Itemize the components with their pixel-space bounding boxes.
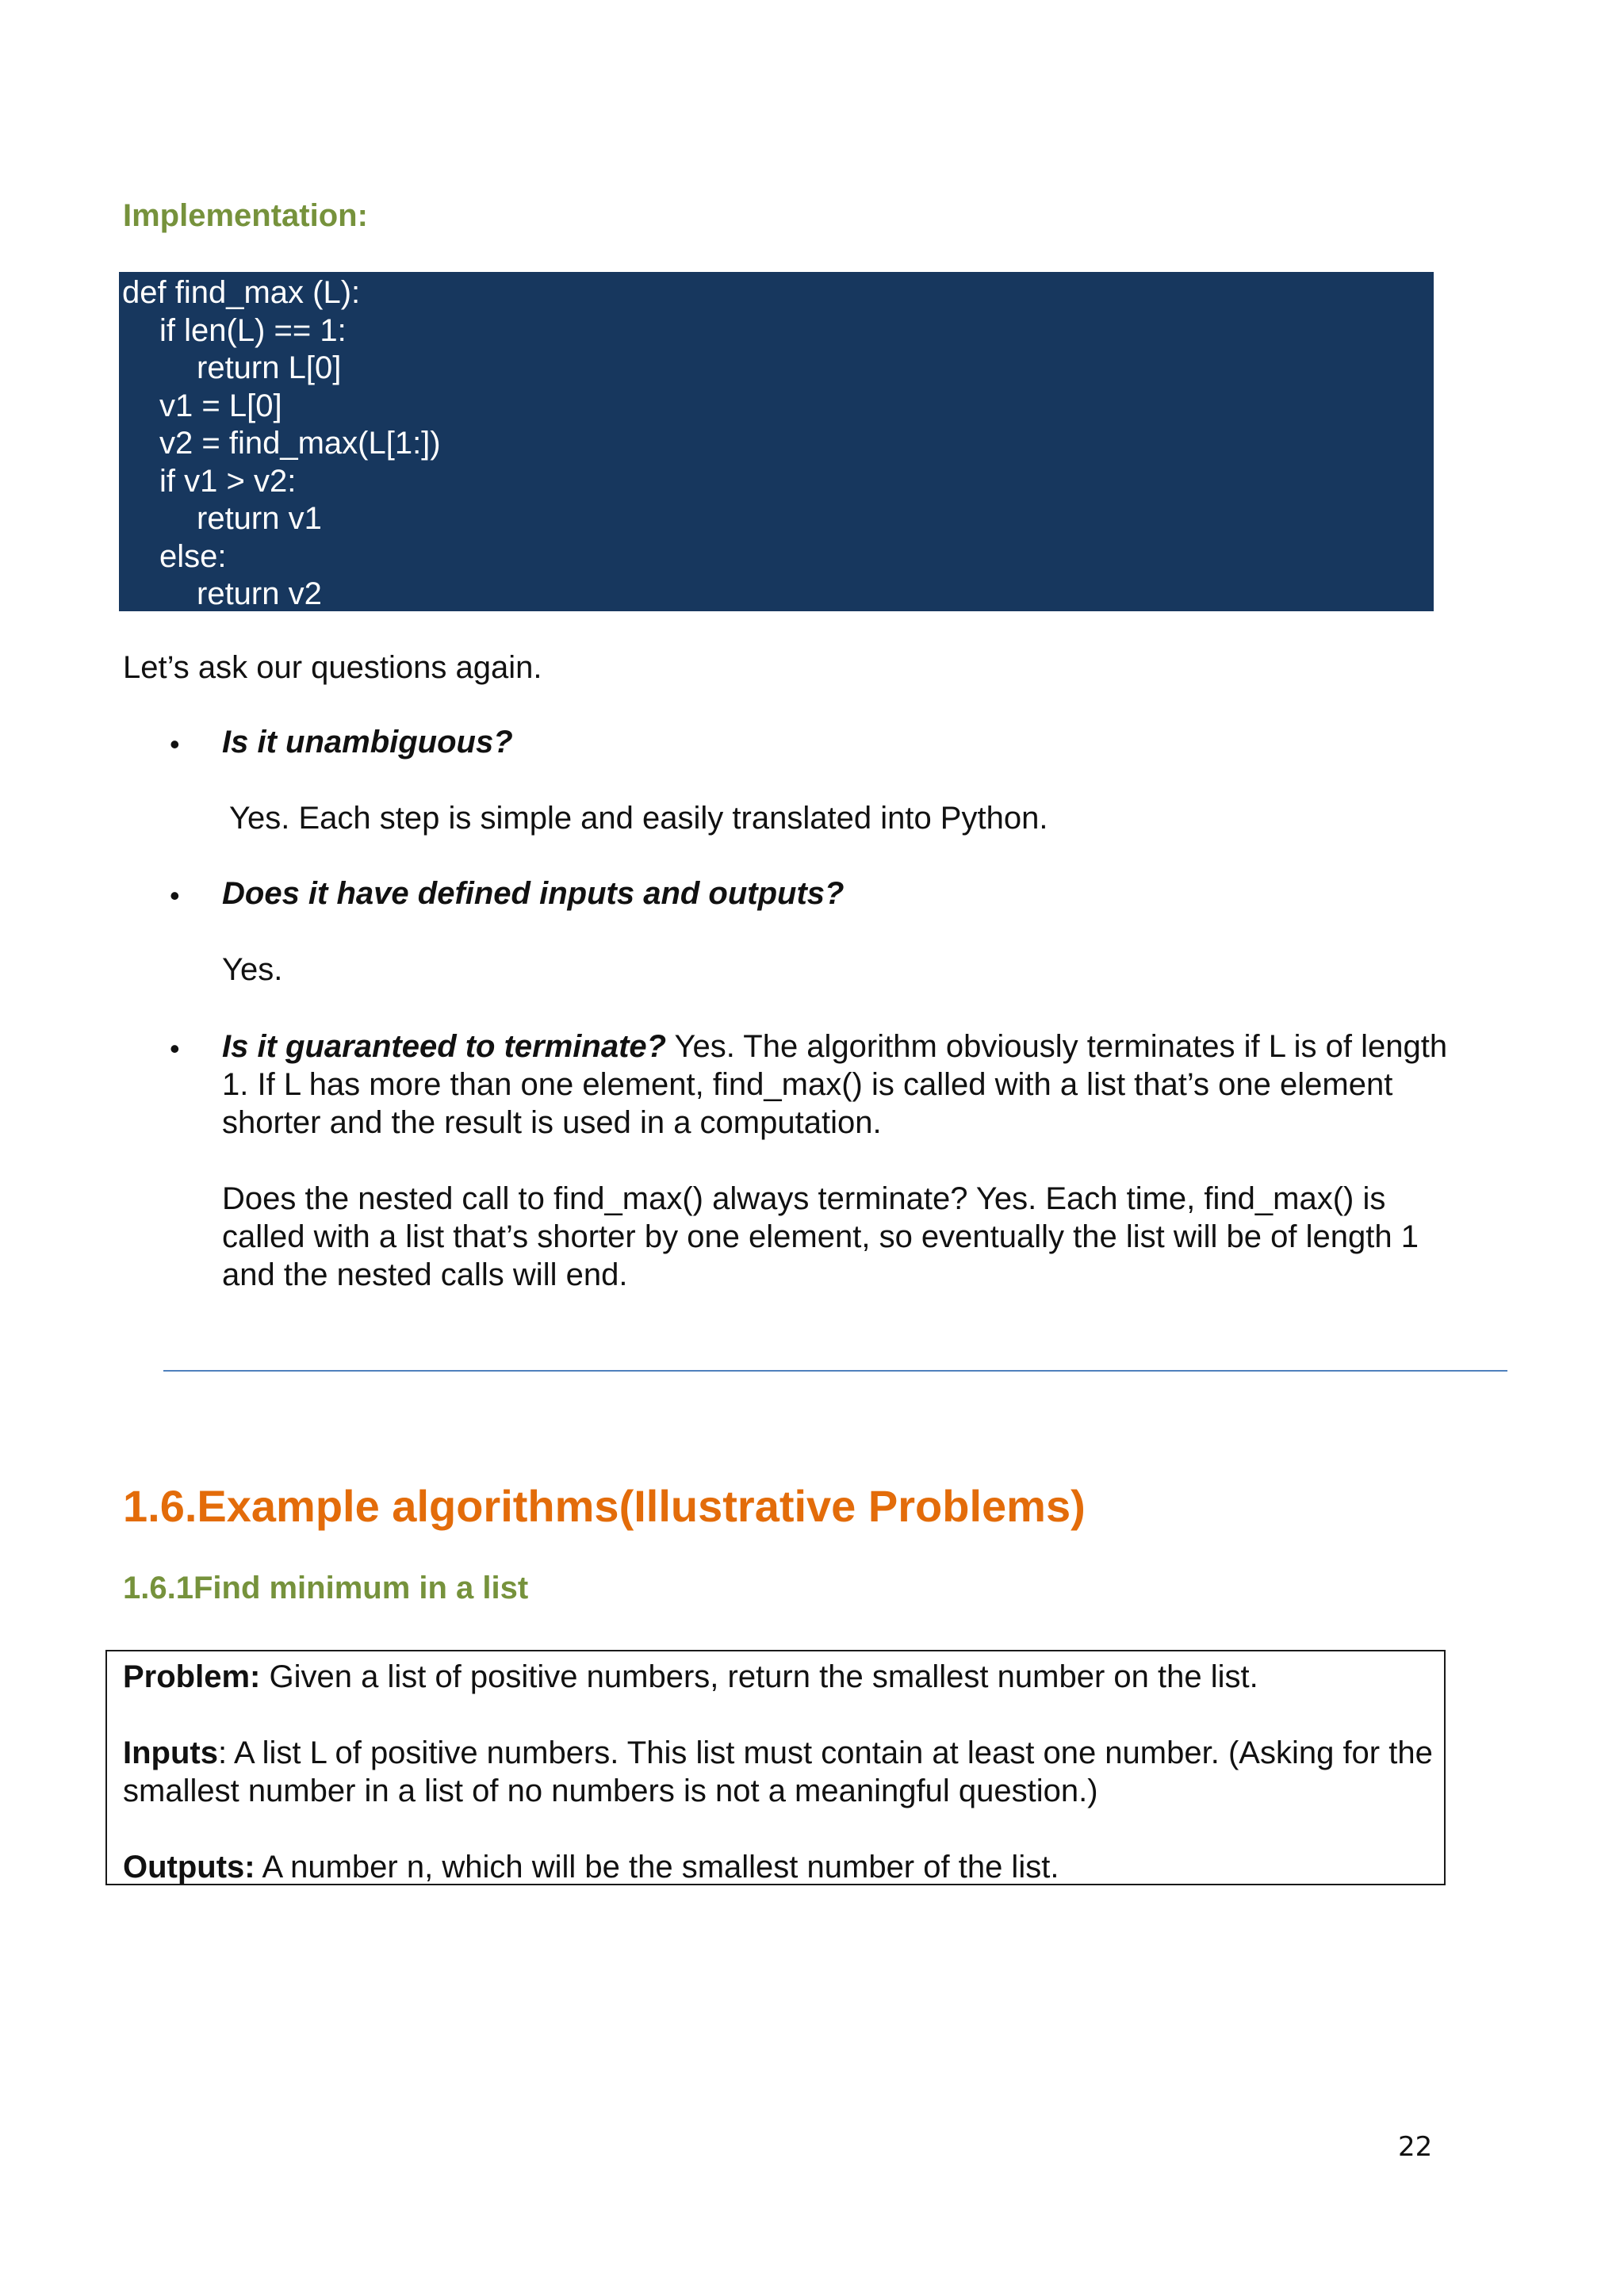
problem-label: Problem: bbox=[123, 1659, 261, 1694]
code-line: if v1 > v2: bbox=[159, 463, 297, 499]
subsection-heading: 1.6.1Find minimum in a list bbox=[123, 1571, 529, 1605]
problem-definition-box bbox=[105, 1650, 1446, 1885]
code-line: return v1 bbox=[197, 501, 322, 536]
code-line: v2 = find_max(L[1:]) bbox=[159, 426, 441, 461]
code-block bbox=[119, 272, 1434, 611]
problem-text: Given a list of positive numbers, return the smallest number on the list. bbox=[260, 1659, 1258, 1694]
outputs-label: Outputs: bbox=[123, 1850, 255, 1885]
code-line: else: bbox=[159, 538, 227, 574]
section-heading: 1.6.Example algorithms(Illustrative Problems) bbox=[123, 1481, 1086, 1531]
code-line: v1 = L[0] bbox=[159, 388, 282, 423]
bullet-icon: • bbox=[170, 879, 180, 912]
inputs-statement bbox=[123, 1734, 1439, 1810]
code-line: if len(L) == 1: bbox=[159, 312, 347, 348]
bullet-icon: • bbox=[170, 1032, 180, 1065]
inputs-label: Inputs bbox=[123, 1735, 218, 1770]
bullet-answer-terminate: Yes. The algorithm obviously terminates if L is of length 1. If L has more than one element, find_max() is called with a list that’s one element shorter and the result is used in a computation. bbox=[222, 1029, 1448, 1140]
section-divider bbox=[163, 1370, 1507, 1372]
outputs-statement bbox=[123, 1848, 1439, 1886]
problem-statement bbox=[123, 1658, 1439, 1696]
implementation-heading: Implementation: bbox=[123, 198, 368, 233]
nested-call-paragraph: Does the nested call to find_max() always terminate? Yes. Each time, find_max() is called with a list that’s shorter by one element, so eventually the list will be of length 1 and the nested calls will end. bbox=[222, 1181, 1419, 1292]
inputs-text: : A list L of positive numbers. This list must contain at least one number. (Asking for the smallest number in a list of no numbers is not a meaningful question.) bbox=[123, 1735, 1433, 1808]
bullet-paragraph-terminate bbox=[222, 1027, 1459, 1142]
bullet-answer-unambiguous: Yes. Each step is simple and easily translated into Python. bbox=[229, 801, 1048, 836]
page-number: 22 bbox=[1398, 2131, 1433, 2163]
bullet-question-unambiguous: Is it unambiguous? bbox=[222, 725, 513, 760]
bullet-question-terminate: Is it guaranteed to terminate? bbox=[222, 1029, 667, 1064]
intro-paragraph: Let’s ask our questions again. bbox=[123, 650, 542, 685]
outputs-text: A number n, which will be the smallest number of the list. bbox=[255, 1850, 1059, 1885]
code-line: def find_max (L): bbox=[122, 275, 361, 310]
bullet-answer-inputs-outputs: Yes. bbox=[222, 952, 283, 987]
bullet-icon: • bbox=[170, 728, 180, 760]
code-line: return L[0] bbox=[197, 350, 342, 385]
bullet-question-inputs-outputs: Does it have defined inputs and outputs? bbox=[222, 876, 845, 911]
code-line: return v2 bbox=[197, 576, 322, 611]
